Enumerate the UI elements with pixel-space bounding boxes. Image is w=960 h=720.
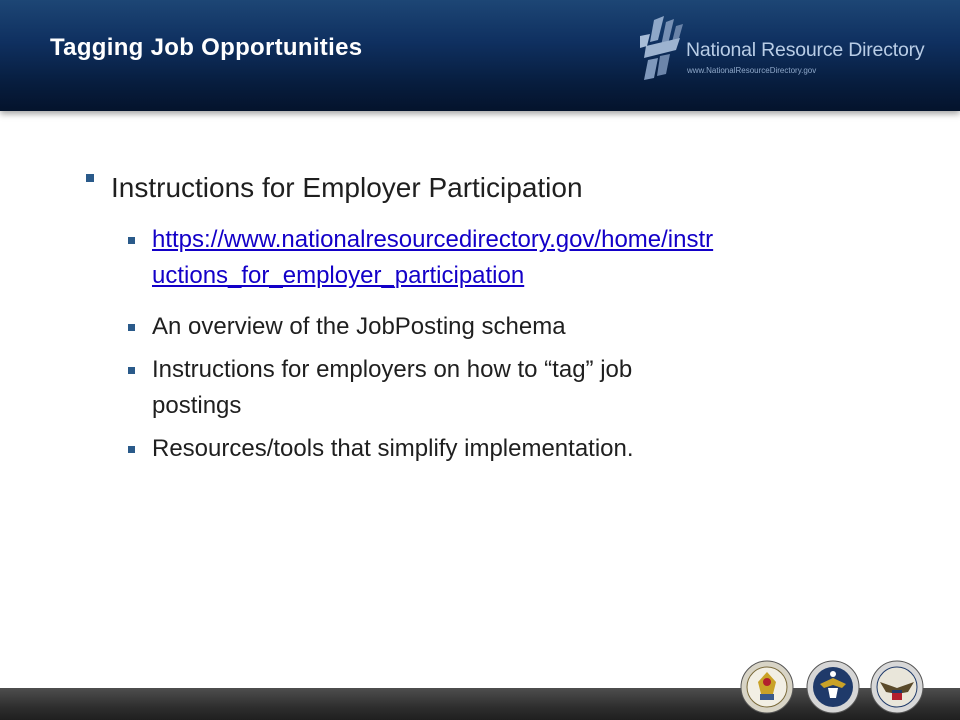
bullet-item: Resources/tools that simplify implementation. <box>152 435 634 462</box>
bullet-item-link <box>152 222 912 294</box>
bullet-item: An overview of the JobPosting schema <box>152 313 566 340</box>
logo-name: National Resource Directory <box>686 39 925 61</box>
department-of-labor-seal <box>740 660 794 714</box>
logo-url: www.NationalResourceDirectory.gov <box>687 66 817 75</box>
instructions-link[interactable] <box>152 226 713 289</box>
bullet-square-icon <box>121 439 141 459</box>
link-line-2: uctions_for_employer_participation <box>152 262 525 289</box>
veterans-affairs-seal <box>870 660 924 714</box>
bullet-square-icon <box>121 360 141 380</box>
bullet-square-icon <box>80 168 100 188</box>
department-of-defense-seal <box>806 660 860 714</box>
bullet-text-line-2: postings <box>152 392 242 419</box>
slide-title: Tagging Job Opportunities <box>50 34 363 61</box>
header-bar <box>0 0 960 111</box>
bullet-heading: Instructions for Employer Participation <box>111 172 583 203</box>
bullet-square-icon <box>121 230 141 250</box>
bullet-text-line-1: Instructions for employers on how to “tag” job <box>152 356 633 383</box>
bullet-square-icon <box>121 317 141 337</box>
link-line-1: https://www.nationalresourcedirectory.gov/home/instr <box>152 226 714 253</box>
bullet-item <box>152 352 912 424</box>
nrd-logo <box>640 16 960 88</box>
